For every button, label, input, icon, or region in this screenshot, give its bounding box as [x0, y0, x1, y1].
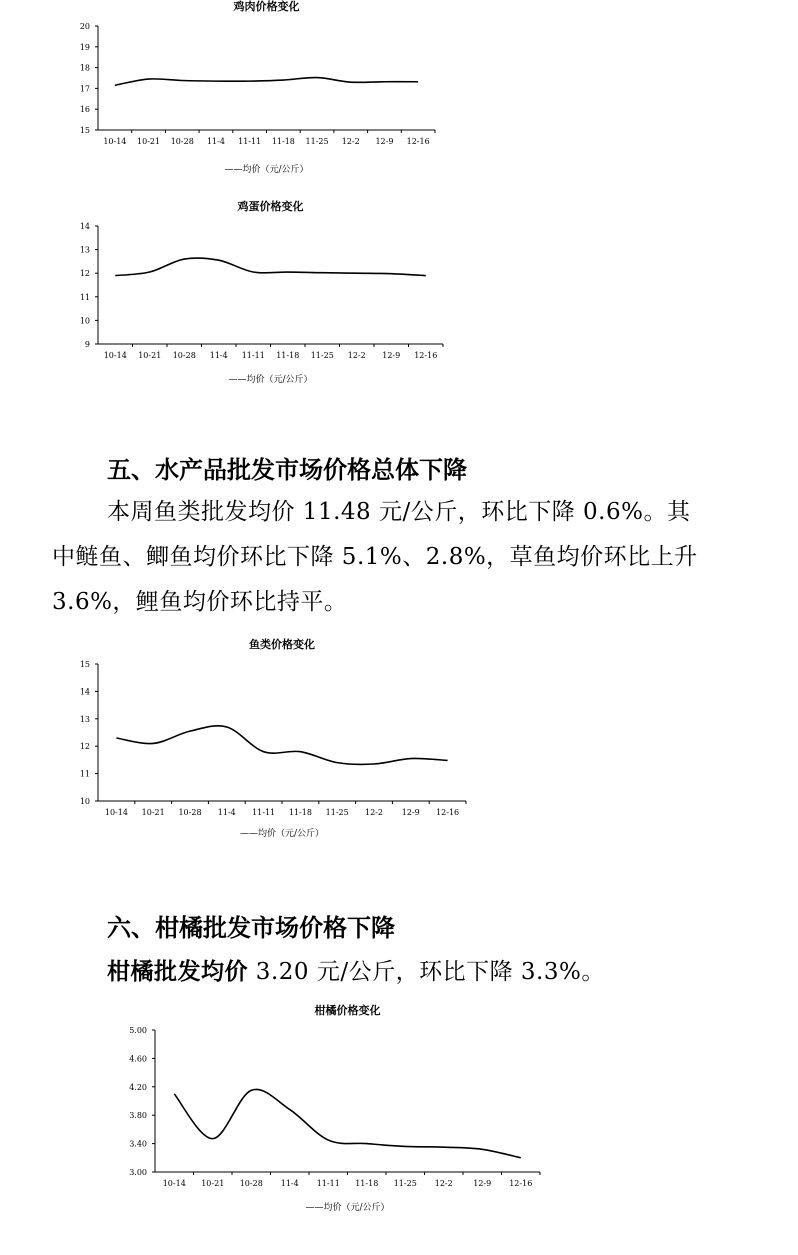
x-tick-label: 11-11	[316, 1179, 340, 1188]
x-tick-label: 11-18	[276, 351, 300, 360]
section6-rest: 3.20 元/公斤，环比下降 3.3%。	[248, 959, 605, 985]
x-tick-label: 11-18	[288, 808, 312, 817]
y-tick-label: 12	[79, 269, 90, 279]
y-tick-label: 9	[84, 340, 90, 349]
x-tick-label: 11-18	[271, 137, 295, 146]
legend-entry: ——均价（元/公斤）	[239, 829, 325, 839]
x-tick-label: 10-21	[141, 808, 165, 817]
section5-line2: 中鲢鱼、鲫鱼均价环比下降 5.1%、2.8%，草鱼均价环比上升	[52, 544, 698, 570]
x-tick-label: 11-25	[325, 808, 349, 817]
x-tick-label: 11-25	[305, 137, 329, 146]
x-tick-label: 10-14	[104, 808, 128, 817]
series-line	[174, 1089, 521, 1157]
x-tick-label: 12-16	[414, 351, 438, 360]
legend-entry: ——均价（元/公斤）	[224, 165, 309, 175]
x-tick-label: 10-21	[138, 351, 162, 360]
x-tick-label: 10-14	[103, 137, 127, 146]
x-tick-label: 12-2	[365, 808, 383, 817]
y-tick-label: 18	[79, 63, 90, 73]
x-tick-label: 12-16	[406, 137, 430, 146]
x-tick-label: 12-2	[341, 137, 360, 146]
section6-lead: 柑橘批发均价	[107, 959, 248, 985]
legend-entry: ——均价（元/公斤）	[228, 375, 313, 385]
series-line	[115, 78, 418, 86]
y-tick-label: 3.80	[129, 1111, 147, 1121]
y-tick-label: 13	[79, 714, 90, 724]
section6-paragraph	[52, 950, 752, 995]
y-tick-label: 5.00	[129, 1026, 147, 1035]
x-tick-label: 10-21	[201, 1179, 225, 1188]
x-tick-label: 10-21	[137, 137, 161, 146]
x-tick-label: 11-11	[241, 351, 265, 360]
section6-line1	[52, 950, 752, 995]
y-tick-label: 4.20	[129, 1082, 147, 1092]
x-tick-label: 11-4	[217, 808, 236, 817]
x-tick-label: 12-9	[401, 808, 420, 817]
x-tick-label: 11-4	[209, 351, 228, 360]
y-tick-label: 11	[79, 769, 90, 779]
x-tick-label: 11-11	[252, 808, 276, 817]
legend-entry: ——均价（元/公斤）	[305, 1203, 390, 1213]
x-tick-label: 11-11	[238, 137, 262, 146]
section6-heading: 六、柑橘批发市场价格下降	[107, 914, 395, 942]
section5-paragraph	[52, 490, 752, 625]
series-line	[115, 258, 426, 276]
x-tick-label: 10-28	[172, 351, 196, 360]
x-tick-label: 12-9	[382, 351, 401, 360]
y-tick-label: 11	[79, 292, 90, 302]
y-tick-label: 13	[79, 245, 90, 255]
y-tick-label: 12	[79, 742, 90, 752]
y-tick-label: 16	[79, 105, 90, 115]
y-tick-label: 15	[79, 660, 90, 669]
x-tick-label: 10-14	[103, 351, 127, 360]
x-tick-label: 10-28	[178, 808, 202, 817]
x-tick-label: 12-2	[347, 351, 366, 360]
y-tick-label: 3.40	[129, 1139, 147, 1149]
series-line	[116, 726, 447, 765]
y-tick-label: 14	[79, 687, 90, 697]
chart-title: 柑橘价格变化	[314, 1004, 381, 1017]
x-tick-label: 12-9	[473, 1179, 492, 1188]
y-tick-label: 3.00	[129, 1168, 147, 1177]
chart-title: 鸡肉价格变化	[233, 0, 300, 13]
x-tick-label: 12-16	[436, 808, 460, 817]
x-tick-label: 10-14	[162, 1179, 186, 1188]
x-tick-label: 11-25	[310, 351, 334, 360]
chart-title: 鸡蛋价格变化	[237, 200, 304, 213]
y-tick-label: 17	[79, 84, 90, 94]
y-tick-label: 19	[79, 42, 90, 52]
section5-line1: 本周鱼类批发均价 11.48 元/公斤，环比下降 0.6%。其	[107, 499, 691, 525]
y-tick-label: 4.60	[129, 1054, 147, 1064]
x-tick-label: 10-28	[239, 1179, 263, 1188]
x-tick-label: 10-28	[170, 137, 194, 146]
x-tick-label: 11-18	[355, 1179, 379, 1188]
y-tick-label: 10	[79, 797, 90, 806]
x-tick-label: 12-2	[434, 1179, 453, 1188]
section5-line3: 3.6%，鲤鱼均价环比持平。	[52, 589, 348, 615]
x-tick-label: 11-4	[206, 137, 225, 146]
x-tick-label: 12-16	[509, 1179, 533, 1188]
y-tick-label: 15	[79, 126, 90, 135]
x-tick-label: 12-9	[375, 137, 394, 146]
y-tick-label: 14	[79, 222, 90, 231]
y-tick-label: 10	[79, 316, 90, 326]
y-tick-label: 20	[79, 22, 90, 31]
section5-heading: 五、水产品批发市场价格总体下降	[107, 456, 467, 484]
x-tick-label: 11-4	[280, 1179, 299, 1188]
x-tick-label: 11-25	[393, 1179, 417, 1188]
chart-title: 鱼类价格变化	[249, 638, 315, 651]
